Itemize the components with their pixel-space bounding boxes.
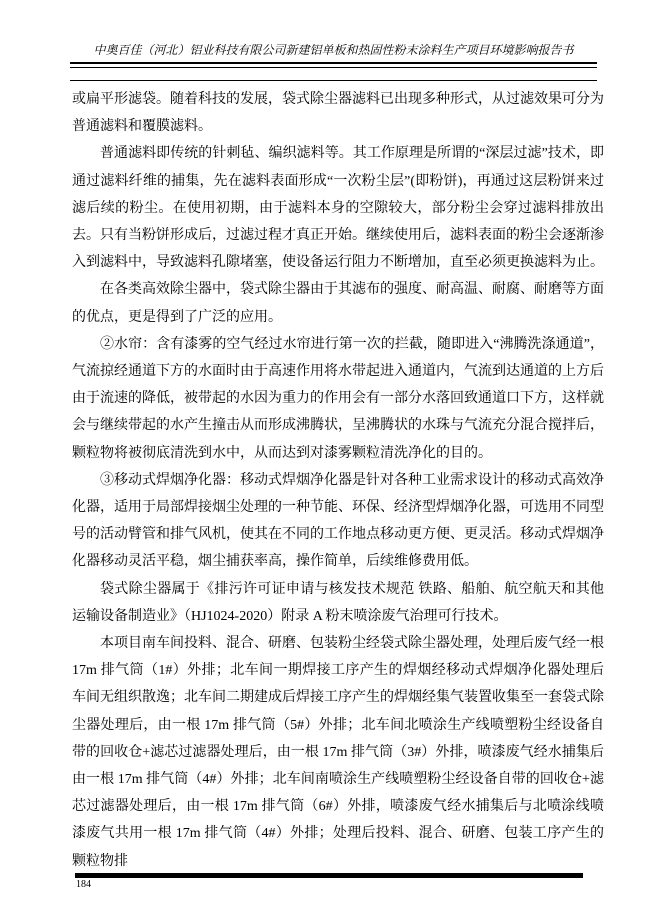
paragraph: 普通滤料即传统的针刺毡、编织滤料等。其工作原理是所谓的“深层过滤”技术，即通过滤料纤维的捕集，先在滤料表面形成“一次粉尘层”(即粉饼)，再通过这层粉饼来过滤后续的粉尘。在使用初期，由于滤料本身的空隙较大，部分粉尘会穿过滤料排放出去。只有当粉饼形成后，过滤过程才真正开始。继续使用后，滤料表面的粉尘会逐渐渗入到滤料中，导致滤料孔隙堵塞，使设备运行阻力不断增加，直至必须更换滤料为止。 [72,146,604,271]
footer-rule [75,873,583,878]
header-thin-rule [70,80,597,81]
paragraph: 在各类高效除尘器中，袋式除尘器由于其滤布的强度、耐高温、耐腐、耐磨等方面的优点，更是得到了广泛的应用。 [72,282,604,325]
header-double-rule [70,62,597,68]
page-number: 184 [76,879,91,890]
paragraph: 本项目南车间投料、混合、研磨、包装粉尘经袋式除尘器处理，处理后废气经一根 17m 排气筒（1#）外排；北车间一期焊接工序产生的焊烟经移动式焊烟净化器处理后车间无组织散逸；北车间二期建成后焊接工序产生的焊烟经集气装置收集至一套袋式除尘器处理后，由一根 17m 排气筒（5#）外排；北车间北喷涂生产线喷塑粉尘经设备自带的回收仓+滤芯过滤器处理后，由一根 17m 排气筒（3#）外排，喷漆废气经水捕集后由一根 17m 排气筒（4#）外排；北车间南喷涂生产线喷塑粉尘经设备自带的回收仓+滤芯过滤器处理后，由一根 17m 排气筒（6#）外排，喷漆废气经水捕集后与北喷涂线喷漆废气共用一根 17m 排气筒（4#）外排；处理后投料、混合、研磨、包装工序产生的颗粒物排 [72,636,604,869]
paragraph: 袋式除尘器属于《排污许可证申请与核发技术规范 铁路、船舶、航空航天和其他运输设备制造业》（HJ1024-2020）附录 A 粉末喷涂废气治理可行技术。 [72,581,604,624]
paragraph: ②水帘：含有漆雾的空气经过水帘进行第一次的拦截，随即进入“沸腾洗涤通道”，气流掠经通道下方的水面时由于高速作用将水带起进入通道内，气流到达通道的上方后由于流速的降低，被带起的水因为重力的作用会有一部分水落回致通道口下方，这样就会与继续带起的水产生撞击从而形成沸腾状，呈沸腾状的水珠与气流充分混合搅拌后，颗粒物将被彻底清洗到水中，从而达到对漆雾颗粒清洗净化的目的。 [72,336,604,461]
paragraph: 或扁平形滤袋。随着科技的发展，袋式除尘器滤料已出现多种形式，从过滤效果可分为普通滤料和覆膜滤料。 [72,92,604,135]
page-header-title: 中奥百佳（河北）铝业科技有限公司新建铝单板和热固性粉末涂料生产项目环境影响报告书 [93,43,574,57]
paragraph: ③移动式焊烟净化器：移动式焊烟净化器是针对各种工业需求设计的移动式高效净化器，适用于局部焊接烟尘处理的一种节能、环保、经济型焊烟净化器，可选用不同型号的活动臂管和排气风机，使其在不同的工作地点移动更方便、更灵活。移动式焊烟净化器移动灵活平稳，烟尘捕获率高，操作简单，后续维修费用低。 [72,472,604,570]
document-body [72,86,604,875]
